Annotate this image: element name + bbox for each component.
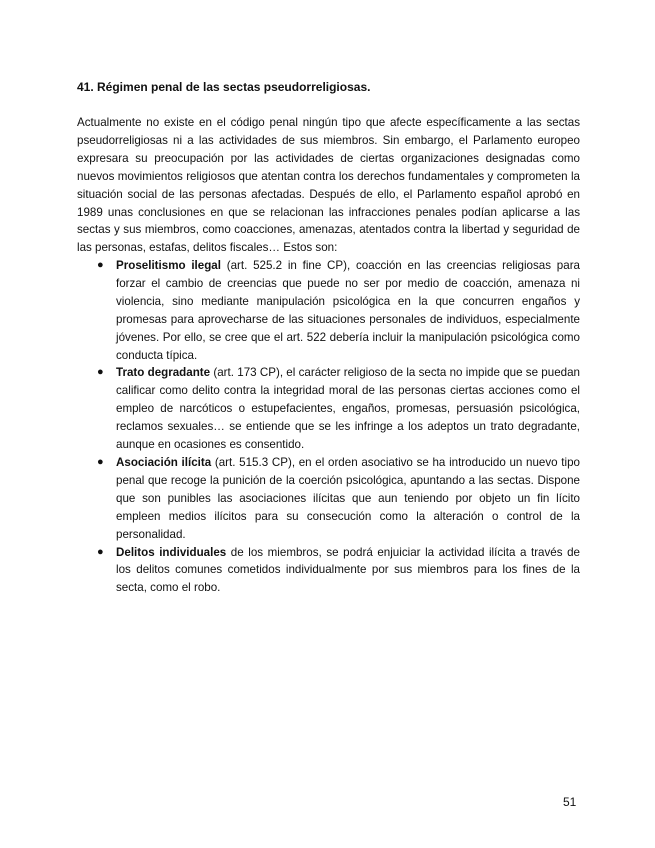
list-item-asociacion-ilicita — [77, 454, 580, 544]
list-item-text: (art. 173 CP), el carácter religioso de la secta no impide que se puedan calificar como delito contra la integridad moral de las personas ciertas acciones como el empleo de narcóticos o estupefacientes, engaños, promesas, persuasión psicológica, reclamos sexuales… se entiende que se les infringe a los adeptos un trato degradante, aunque en ocasiones es consentido. — [116, 366, 580, 452]
list-item-term: Proselitismo ilegal — [116, 259, 221, 272]
bullet-icon: ● — [97, 366, 104, 379]
list-item-term: Delitos individuales — [116, 545, 227, 559]
list-item-text: de los miembros, se podrá enjuiciar la actividad ilícita a través de los delitos comunes cometidos individualmente por sus miembros para los fines de la secta, como el robo. — [116, 545, 580, 595]
list-item-term: Asociación ilícita — [116, 455, 212, 469]
list-item-term: Trato degradante — [116, 366, 211, 380]
section-heading: 41. Régimen penal de las sectas pseudorreligiosas. — [77, 80, 371, 94]
list-item-text: (art. 525.2 in fine CP), coacción en las creencias religiosas para forzar el cambio de creencias que puede no ser por medio de coacción, amenaza ni violencia, sino mediante manipulación psicológica en la que concurren engaños y promesas para aprovecharse de las situaciones personales de individuos, especialmente jóvenes. Por ello, se cree que el art. 522 debería incluir la manipulación psicológica como conducta típica. — [116, 259, 581, 362]
bullet-icon: ● — [97, 455, 104, 468]
list-item-trato-degradante — [77, 364, 580, 454]
bullet-icon: ● — [97, 545, 104, 558]
intro-paragraph: Actualmente no existe en el código penal ningún tipo que afecte específicamente a las sectas pseudorreligiosas ni a las actividades de sus miembros. Sin embargo, el Parlamento europeo expresara su preocupación por las actividades de ciertas organizaciones designadas como nuevos movimientos religiosos que atentan contra los derechos fundamentales y comprometen la situación social de las personas afectadas. Después de ello, el Parlamento español aprobó en 1989 unas conclusiones en que se relacionan las infracciones penales podían aplicarse a las sectas y sus miembros, como coacciones, amenazas, atentados contra la libertad y seguridad de las personas, estafas, delitos fiscales… Estos son: — [77, 116, 580, 255]
crime-list — [77, 257, 580, 597]
page-number: 51 — [563, 795, 577, 809]
list-item-delitos-individuales — [77, 544, 580, 598]
list-item-text: (art. 515.3 CP), en el orden asociativo se ha introducido un nuevo tipo penal que recoge la punición de la coerción psicológica, apuntando a las sectas. Dispone que son punibles las asociaciones ilícitas que aun teniendo por objeto un fin lícito empleen medios ilícitos para su consecución como la alteración o control de la personalidad. — [116, 455, 580, 541]
bullet-icon: ● — [97, 259, 104, 271]
list-item-proselitismo — [77, 257, 580, 364]
